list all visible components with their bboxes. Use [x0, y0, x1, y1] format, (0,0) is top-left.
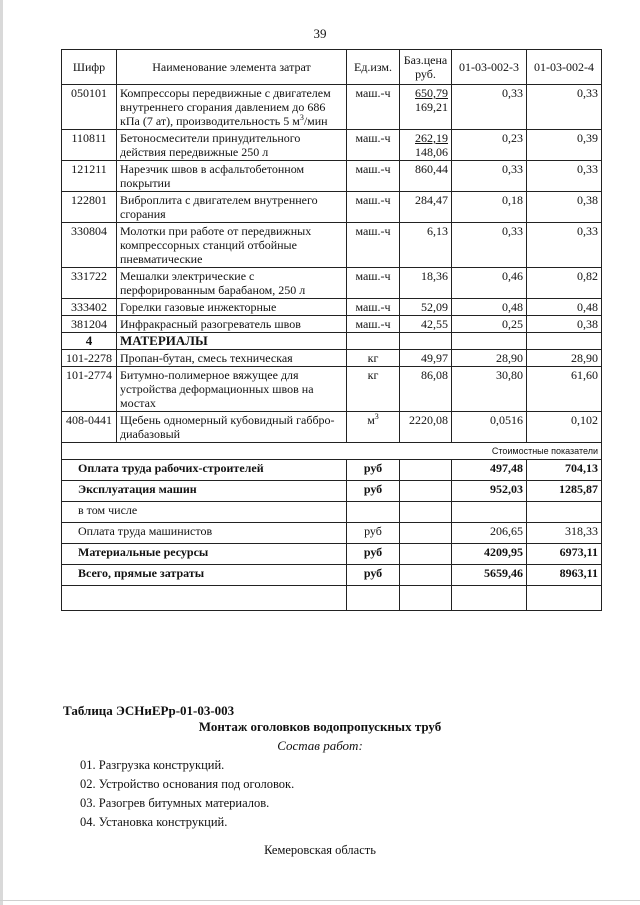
row-code: 333402 [62, 299, 117, 316]
table-row [62, 367, 602, 412]
table-row [62, 161, 602, 192]
row-name: Мешалки электрические с перфорированным барабаном, 250 л [117, 268, 347, 299]
table-row [62, 412, 602, 443]
row-value-2: 28,90 [527, 350, 602, 367]
row-name: Компрессоры передвижные с двигателем внутреннего сгорания давлением до 686 кПа (7 ат), производительность 5 $м^3$/мин [117, 85, 347, 130]
row-code: 381204 [62, 316, 117, 333]
row-value-2: 0,38 [527, 316, 602, 333]
row-price: 52,09 [400, 299, 452, 316]
row-code: 122801 [62, 192, 117, 223]
composition-heading: Состав работ: [277, 738, 363, 753]
row-value-1: 0,48 [452, 299, 527, 316]
list-item: 04. Установка конструкций. [80, 815, 228, 829]
summary-unit: руб [347, 460, 400, 481]
row-price: 284,47 [400, 192, 452, 223]
row-price: 86,08 [400, 367, 452, 412]
row-unit: $м^3$ [347, 412, 400, 443]
row-value-2: 0,33 [527, 161, 602, 192]
row-unit: кг [347, 367, 400, 412]
row-unit: маш.-ч [347, 85, 400, 130]
summary-name: Материальные ресурсы [62, 544, 347, 565]
section-title: МАТЕРИАЛЫ [117, 333, 347, 350]
works-list [80, 756, 294, 832]
row-value-1: 0,18 [452, 192, 527, 223]
row-price: 650,79 169,21 [400, 85, 452, 130]
row-value-2: 0,33 [527, 223, 602, 268]
row-unit: маш.-ч [347, 161, 400, 192]
row-code: 408-0441 [62, 412, 117, 443]
row-price: 262,19 148,06 [400, 130, 452, 161]
page-footer: Кемеровская область [264, 843, 376, 857]
row-name: Битумно-полимерное вяжущее для устройства деформационных швов на мостах [117, 367, 347, 412]
section-header-row [62, 333, 602, 350]
row-value-1: 30,80 [452, 367, 527, 412]
table-footer-spacer [62, 586, 602, 611]
header-name: Наименование элемента затрат [117, 50, 347, 85]
row-unit: маш.-ч [347, 299, 400, 316]
row-value-1: 0,33 [452, 85, 527, 130]
next-table-label: Таблица ЭСНиЕРр-01-03-003 [63, 703, 235, 718]
summary-value-2: 318,33 [527, 523, 602, 544]
page-scan-edge-bottom [0, 900, 640, 901]
row-unit: кг [347, 350, 400, 367]
row-price: 42,55 [400, 316, 452, 333]
table-row [62, 299, 602, 316]
page-number: 39 [313, 26, 327, 41]
header-price: Баз.цена руб. [400, 50, 452, 85]
summary-row [62, 523, 602, 544]
row-value-1: 0,46 [452, 268, 527, 299]
summary-unit: руб [347, 544, 400, 565]
row-unit: маш.-ч [347, 268, 400, 299]
summary-unit: руб [347, 523, 400, 544]
summary-name: Оплата труда машинистов [62, 523, 347, 544]
list-item: 03. Разогрев битумных материалов. [80, 796, 270, 810]
row-value-1: 28,90 [452, 350, 527, 367]
row-price: 18,36 [400, 268, 452, 299]
row-name: Виброплита с двигателем внутреннего сгорания [117, 192, 347, 223]
table-row [62, 316, 602, 333]
summary-row [62, 502, 602, 523]
row-value-2: 0,48 [527, 299, 602, 316]
next-table-title: Монтаж оголовков водопропускных труб [198, 719, 442, 734]
summary-value-1: 206,65 [452, 523, 527, 544]
summary-value-2: 8963,11 [527, 565, 602, 586]
header-col1: 01-03-002-3 [452, 50, 527, 85]
summary-row [62, 481, 602, 502]
row-value-1: 0,33 [452, 223, 527, 268]
row-value-2: 0,82 [527, 268, 602, 299]
row-code: 331722 [62, 268, 117, 299]
row-value-1: 0,33 [452, 161, 527, 192]
summary-value-1: 497,48 [452, 460, 527, 481]
row-code: 110811 [62, 130, 117, 161]
cost-indicators-row [62, 443, 602, 460]
row-name: Инфракрасный разогреватель швов [117, 316, 347, 333]
table-row [62, 268, 602, 299]
row-price: 2220,08 [400, 412, 452, 443]
summary-row [62, 460, 602, 481]
row-value-1: 0,25 [452, 316, 527, 333]
row-unit: маш.-ч [347, 316, 400, 333]
summary-value-2: 1285,87 [527, 481, 602, 502]
row-value-1: 0,23 [452, 130, 527, 161]
row-code: 101-2774 [62, 367, 117, 412]
cost-table [61, 49, 602, 611]
row-value-2: 0,39 [527, 130, 602, 161]
row-value-1: 0,0516 [452, 412, 527, 443]
row-code: 101-2278 [62, 350, 117, 367]
summary-value-2: 704,13 [527, 460, 602, 481]
summary-value-1: 952,03 [452, 481, 527, 502]
row-unit: маш.-ч [347, 192, 400, 223]
summary-row [62, 544, 602, 565]
row-name: Молотки при работе от передвижных компрессорных станций отбойные пневматические [117, 223, 347, 268]
row-value-2: 0,33 [527, 85, 602, 130]
table-row [62, 130, 602, 161]
row-value-2: 0,38 [527, 192, 602, 223]
header-unit: Ед.изм. [347, 50, 400, 85]
list-item: 02. Устройство основания под оголовок. [80, 777, 295, 791]
summary-value-1: 4209,95 [452, 544, 527, 565]
row-code: 330804 [62, 223, 117, 268]
row-name: Пропан-бутан, смесь техническая [117, 350, 347, 367]
summary-name: Эксплуатация машин [62, 481, 347, 502]
summary-name: Всего, прямые затраты [62, 565, 347, 586]
table-header-row [62, 50, 602, 85]
summary-name: в том числе [62, 502, 347, 523]
row-price: 6,13 [400, 223, 452, 268]
row-value-2: 61,60 [527, 367, 602, 412]
summary-unit: руб [347, 481, 400, 502]
summary-row [62, 565, 602, 586]
summary-unit: руб [347, 565, 400, 586]
page-scan-edge [0, 0, 3, 905]
row-value-2: 0,102 [527, 412, 602, 443]
row-code: 050101 [62, 85, 117, 130]
header-code: Шифр [62, 50, 117, 85]
row-name: Щебень одномерный кубовидный габбро-диабазовый [117, 412, 347, 443]
summary-name: Оплата труда рабочих-строителей [62, 460, 347, 481]
row-name: Горелки газовые инжекторные [117, 299, 347, 316]
row-unit: маш.-ч [347, 130, 400, 161]
table-row [62, 223, 602, 268]
row-unit: маш.-ч [347, 223, 400, 268]
row-price: 860,44 [400, 161, 452, 192]
summary-value-1: 5659,46 [452, 565, 527, 586]
list-item: 01. Разгрузка конструкций. [80, 758, 225, 772]
row-price: 49,97 [400, 350, 452, 367]
table-row [62, 85, 602, 130]
row-name: Нарезчик швов в асфальтобетонном покрытии [117, 161, 347, 192]
table-row [62, 350, 602, 367]
header-col2: 01-03-002-4 [527, 50, 602, 85]
cost-indicators-label: Стоимостные показатели [62, 443, 602, 460]
section-code: 4 [62, 333, 117, 350]
row-name: Бетоносмесители принудительного действия передвижные 250 л [117, 130, 347, 161]
summary-value-2: 6973,11 [527, 544, 602, 565]
row-code: 121211 [62, 161, 117, 192]
table-row [62, 192, 602, 223]
